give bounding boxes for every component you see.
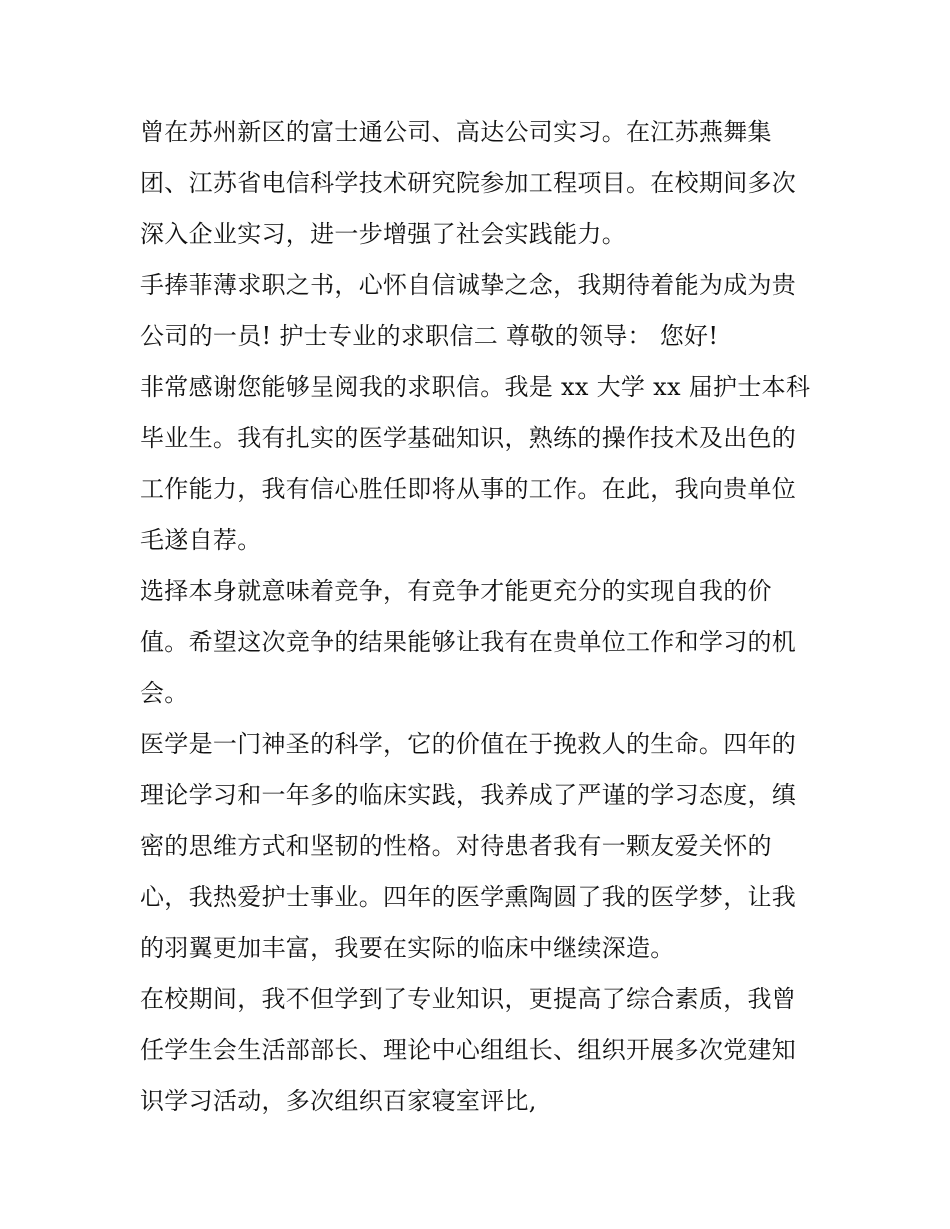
text-line: 深入企业实习，进一步增强了社会实践能力。 (140, 220, 626, 248)
text-line: 值。希望这次竞争的结果能够让我有在贵单位工作和学习的机 (140, 628, 797, 656)
text-line: 密的思维方式和坚韧的性格。对待患者我有一颗友爱关怀的 (140, 832, 772, 860)
text-line: 非常感谢您能够呈阅我的求职信。我是 xx 大学 xx 届护士本科 (140, 373, 811, 401)
text-line: 会。 (140, 679, 189, 707)
text-line: 任学生会生活部部长、理论中心组组长、组织开展多次党建知 (140, 1036, 797, 1064)
text-line: 公司的一员! 护士专业的求职信二 尊敬的领导： 您好! (140, 322, 719, 350)
text-line: 识学习活动，多次组织百家寝室评比, (140, 1087, 537, 1115)
text-line: 在校期间，我不但学到了专业知识，更提高了综合素质，我曾 (140, 985, 797, 1013)
text-line: 心，我热爱护士事业。四年的医学熏陶圆了我的医学梦，让我 (140, 883, 797, 911)
text-line: 工作能力，我有信心胜任即将从事的工作。在此，我向贵单位 (140, 475, 797, 503)
text-line: 团、江苏省电信科学技术研究院参加工程项目。在校期间多次 (140, 169, 797, 197)
text-line: 理论学习和一年多的临床实践，我养成了严谨的学习态度，缜 (140, 781, 797, 809)
text-line: 毛遂自荐。 (140, 526, 262, 554)
text-line: 选择本身就意味着竞争，有竞争才能更充分的实现自我的价 (140, 577, 772, 605)
text-line: 曾在苏州新区的富士通公司、高达公司实习。在江苏燕舞集 (140, 118, 772, 146)
text-line: 医学是一门神圣的科学，它的价值在于挽救人的生命。四年的 (140, 730, 797, 758)
text-line: 的羽翼更加丰富，我要在实际的临床中继续深造。 (140, 934, 675, 962)
text-line: 手捧菲薄求职之书，心怀自信诚挚之念，我期待着能为成为贵 (140, 271, 797, 299)
letter-body (140, 107, 820, 1127)
text-line: 毕业生。我有扎实的医学基础知识，熟练的操作技术及出色的 (140, 424, 797, 452)
